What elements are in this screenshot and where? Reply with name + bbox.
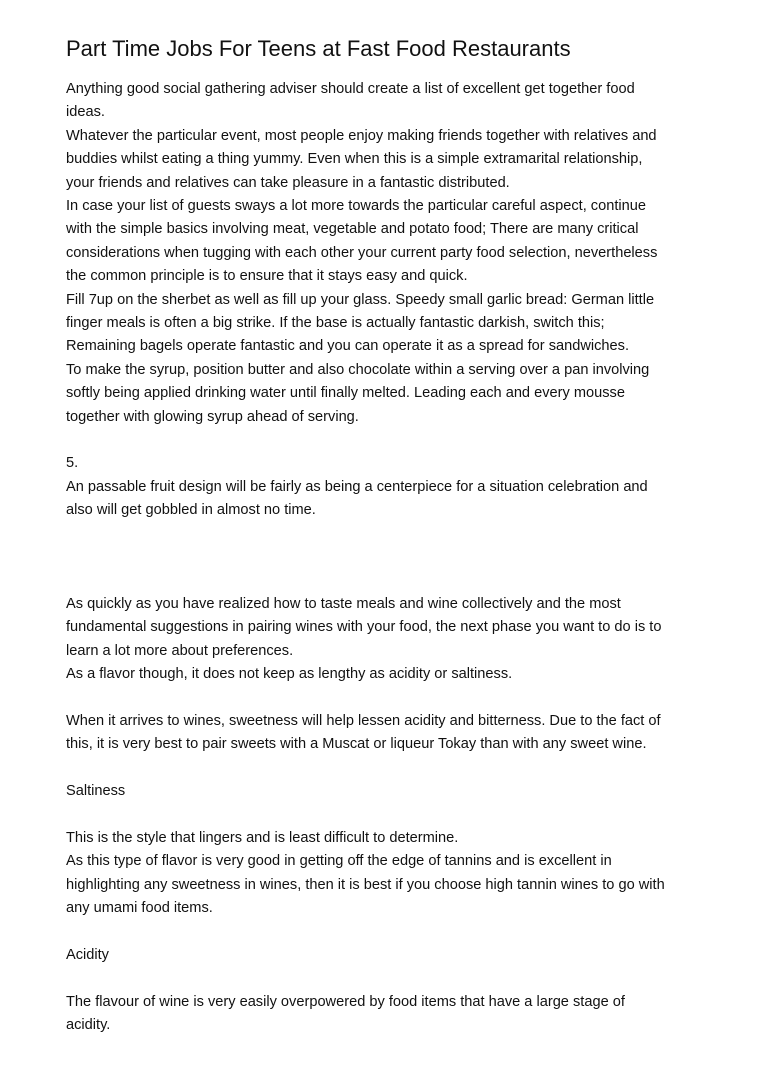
body-line: This is the style that lingers and is least difficult to determine. [66,829,459,846]
body-line: An passable fruit design will be fairly as being a centerpiece for a situation celebration and [66,478,648,495]
body-line: As quickly as you have realized how to taste meals and wine collectively and the most [66,595,621,612]
blank-line [66,523,728,546]
blank-line [66,921,728,944]
body-line: Anything good social gathering adviser should create a list of excellent get together food [66,81,635,97]
document-body [66,78,728,1038]
body-line: ideas. [66,104,105,121]
body-line: considerations when tugging with each other your current party food selection, nevertheless [66,244,658,261]
body-line: this, it is very best to pair sweets with a Muscat or liqueur Tokay than with any sweet wine. [66,736,647,753]
body-line: Fill 7up on the sherbet as well as fill up your glass. Speedy small garlic bread: German little [66,291,655,308]
body-line: As this type of flavor is very good in getting off the edge of tannins and is excellent in [66,853,612,870]
body-line: the common principle is to ensure that it stays easy and quick. [66,268,468,285]
document-title: Part Time Jobs For Teens at Fast Food Restaurants [66,36,571,61]
body-line: When it arrives to wines, sweetness will help lessen acidity and bitterness. Due to the fact of [66,712,661,729]
section-heading-saltiness: Saltiness [66,783,126,800]
blank-line [66,546,728,569]
body-line: Remaining bagels operate fantastic and you can operate it as a spread for sandwiches. [66,338,630,355]
body-line: fundamental suggestions in pairing wines with your food, the next phase you want to do is to [66,619,662,636]
body-line: also will get gobbled in almost no time. [66,502,316,519]
body-line: highlighting any sweetness in wines, then it is best if you choose high tannin wines to go with [66,876,665,893]
body-line: The flavour of wine is very easily overpowered by food items that have a large stage of [66,993,625,1010]
body-line: In case your list of guests sways a lot more towards the particular careful aspect, continue [66,198,646,215]
blank-line [66,687,728,710]
body-line: finger meals is often a big strike. If the base is actually fantastic darkish, switch this; [66,315,605,332]
body-line: learn a lot more about preferences. [66,642,294,659]
body-line: To make the syrup, position butter and also chocolate within a serving over a pan involving [66,361,650,378]
body-line: As a flavor though, it does not keep as lengthy as acidity or saltiness. [66,666,513,683]
body-line: with the simple basics involving meat, vegetable and potato food; There are many critical [66,221,639,238]
body-line: Whatever the particular event, most people enjoy making friends together with relatives and [66,127,657,144]
blank-line [66,569,728,592]
body-line: your friends and relatives can take pleasure in a fantastic distributed. [66,174,510,191]
blank-line [66,429,728,452]
blank-line [66,967,728,990]
blank-line [66,757,728,780]
blank-line [66,804,728,827]
body-line: together with glowing syrup ahead of serving. [66,408,359,425]
body-line: buddies whilst eating a thing yummy. Even when this is a simple extramarital relationship, [66,151,643,168]
body-line: acidity. [66,1017,111,1034]
section-heading-acidity: Acidity [66,946,109,963]
body-line: softly being applied drinking water until finally melted. Leading each and every mousse [66,385,625,402]
body-line: 5. [66,455,79,472]
body-line: any umami food items. [66,900,213,917]
